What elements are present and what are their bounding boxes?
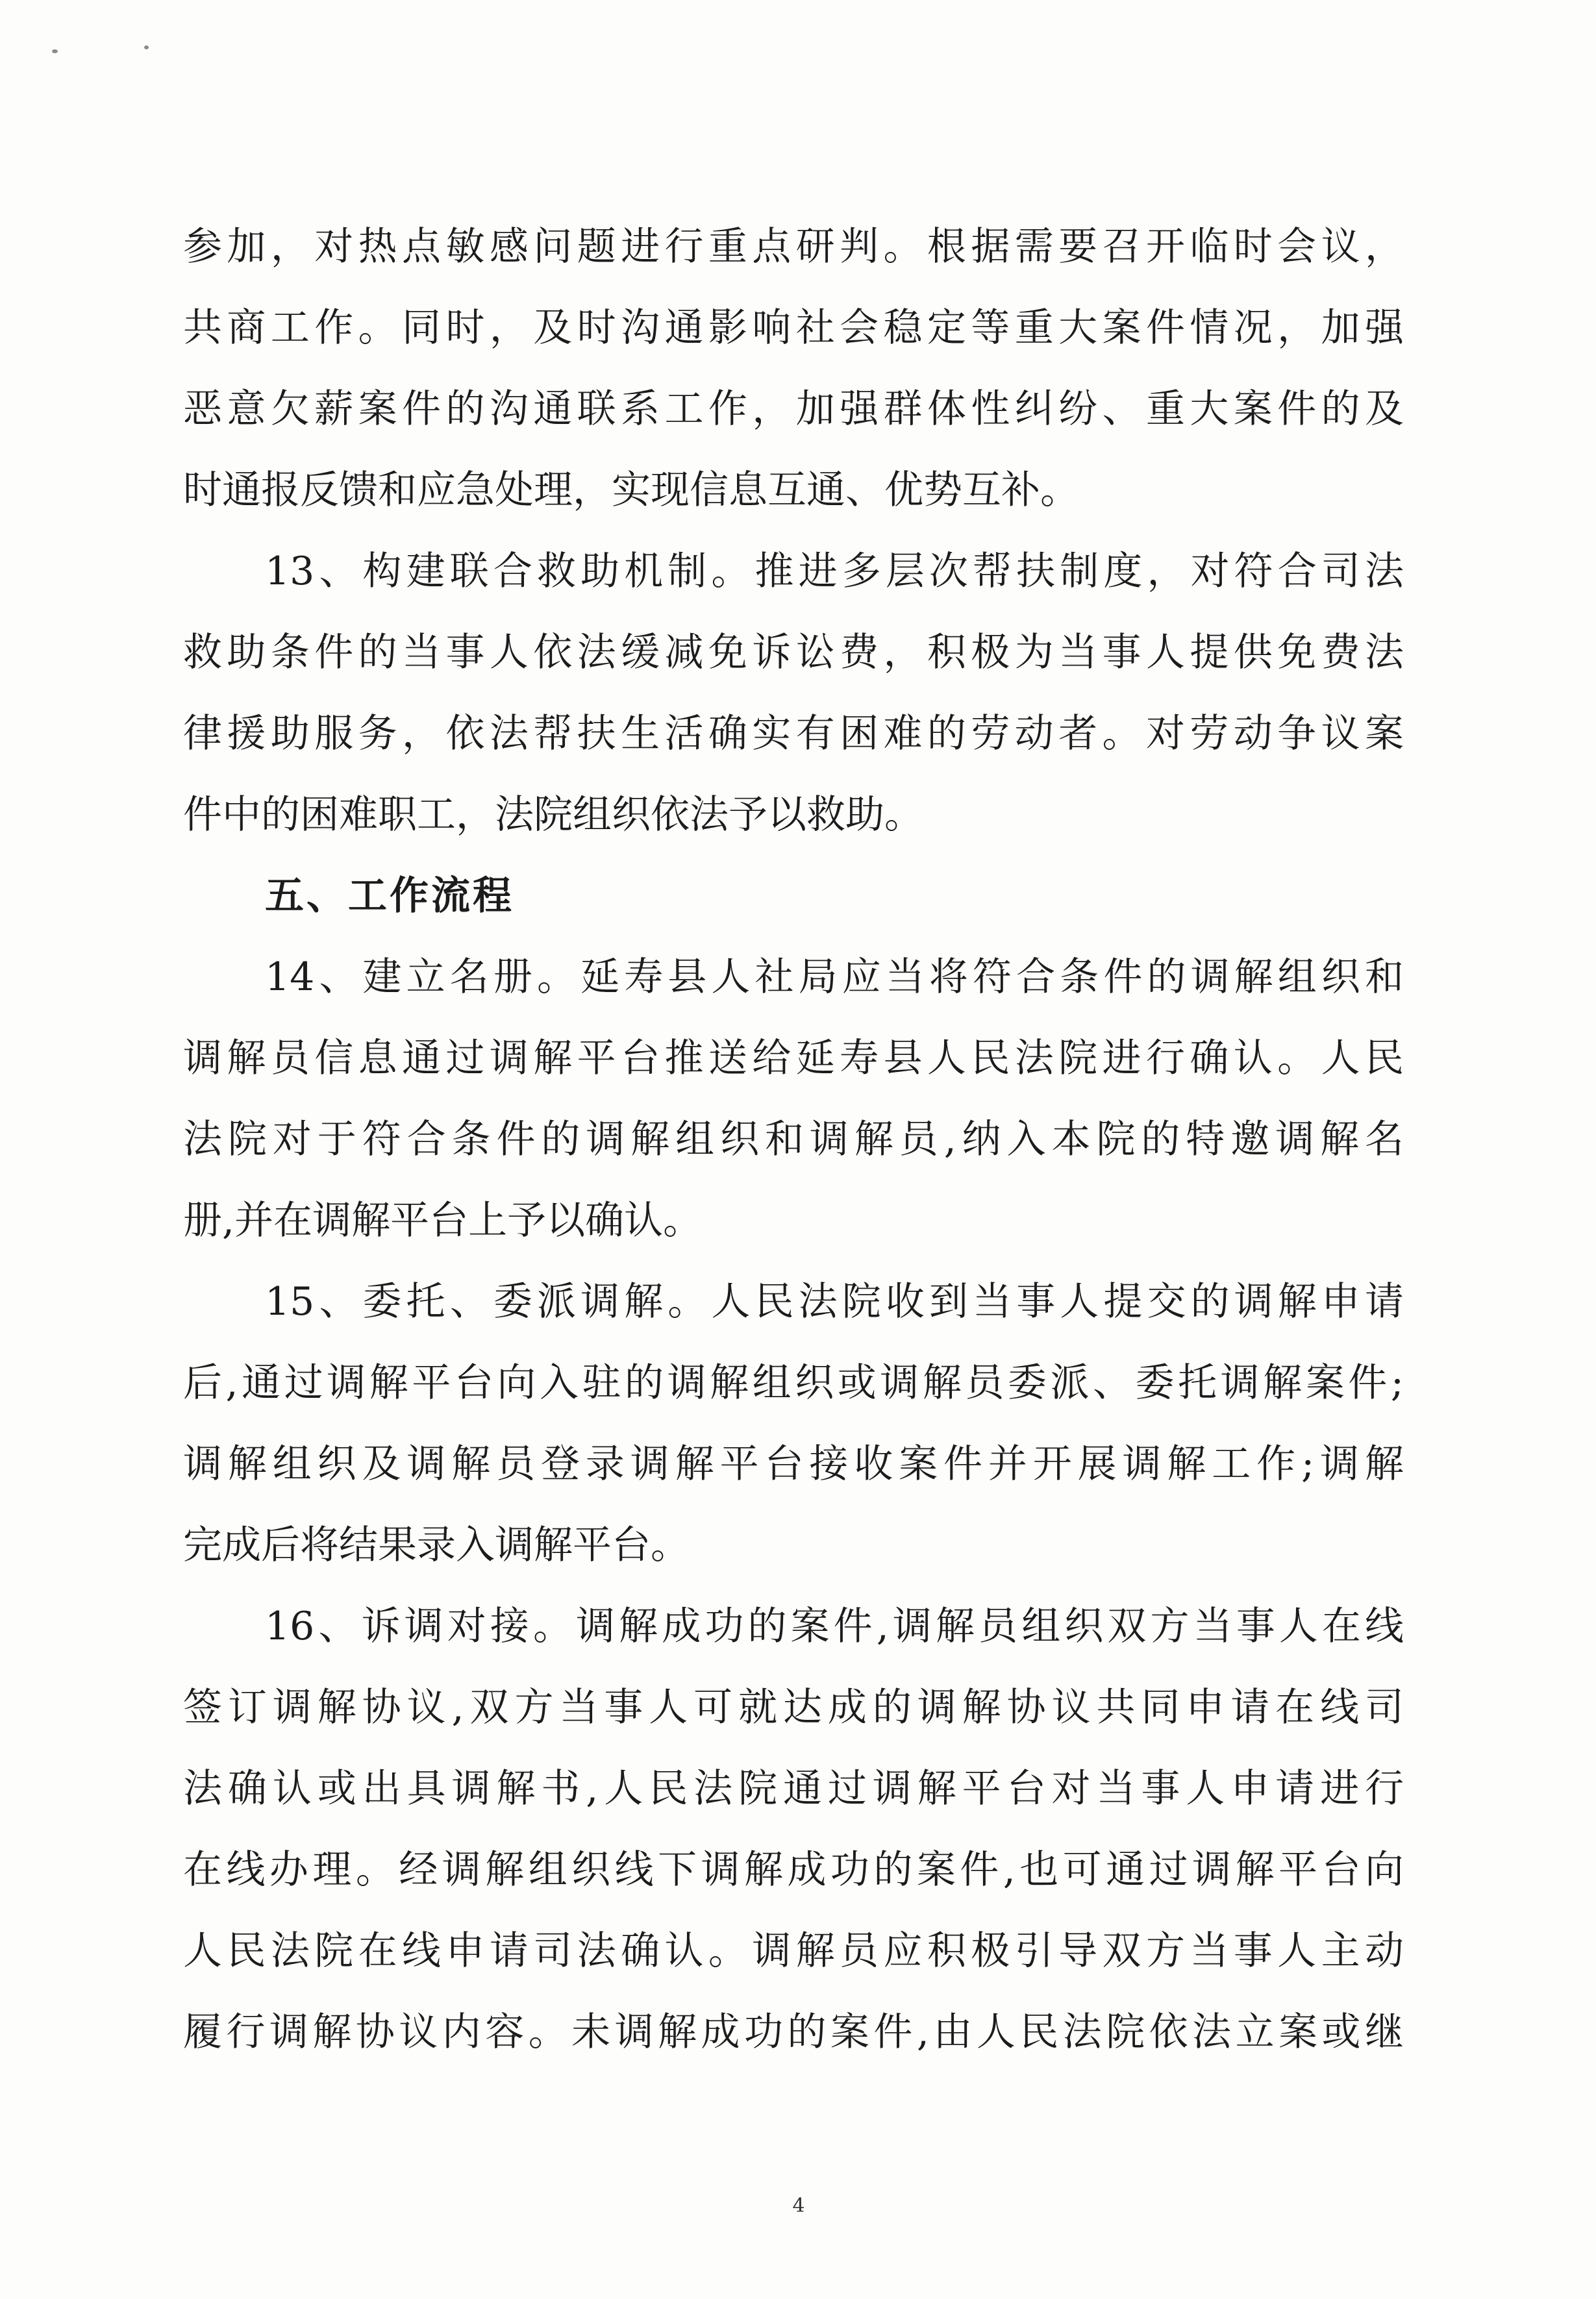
body-line: 参加，对热点敏感问题进行重点研判。根据需要召开临时会议， — [183, 224, 1404, 269]
body-line: 调解组织及调解员登录调解平台接收案件并开展调解工作;调解 — [183, 1441, 1404, 1487]
body-line: 共商工作。同时，及时沟通影响社会稳定等重大案件情况，加强 — [183, 305, 1404, 351]
body-line: 律援助服务，依法帮扶生活确实有困难的劳动者。对劳动争议案 — [183, 711, 1404, 756]
section-heading: 五、工作流程 — [265, 873, 514, 919]
body-line: 册,并在调解平台上予以确认。 — [183, 1198, 703, 1243]
page-number: 4 — [792, 2194, 805, 2217]
body-line: 人民法院在线申请司法确认。调解员应积极引导双方当事人主动 — [183, 1928, 1404, 1974]
paragraph-16-line: 16、诉调对接。调解成功的案件,调解员组织双方当事人在线 — [265, 1604, 1404, 1649]
body-line: 件中的困难职工，法院组织依法予以救助。 — [183, 792, 923, 838]
body-line: 法院对于符合条件的调解组织和调解员,纳入本院的特邀调解名 — [183, 1117, 1404, 1162]
paragraph-13-line: 13、构建联合救助机制。推进多层次帮扶制度，对符合司法 — [265, 549, 1404, 594]
body-line: 调解员信息通过调解平台推送给延寿县人民法院进行确认。人民 — [183, 1036, 1404, 1081]
body-line: 时通报反馈和应急处理，实现信息互通、优势互补。 — [183, 467, 1079, 513]
body-line: 法确认或出具调解书,人民法院通过调解平台对当事人申请进行 — [183, 1766, 1404, 1811]
paragraph-14-line: 14、建立名册。延寿县人社局应当将符合条件的调解组织和 — [265, 954, 1404, 1000]
body-line: 恶意欠薪案件的沟通联系工作，加强群体性纠纷、重大案件的及 — [183, 386, 1404, 432]
body-line: 在线办理。经调解组织线下调解成功的案件,也可通过调解平台向 — [183, 1847, 1404, 1893]
body-line: 完成后将结果录入调解平台。 — [183, 1522, 690, 1568]
body-line: 后,通过调解平台向入驻的调解组织或调解员委派、委托调解案件; — [183, 1360, 1404, 1406]
body-line: 签订调解协议,双方当事人可就达成的调解协议共同申请在线司 — [183, 1685, 1404, 1730]
scan-speck — [52, 49, 58, 53]
paragraph-15-line: 15、委托、委派调解。人民法院收到当事人提交的调解申请 — [265, 1279, 1404, 1324]
body-line: 救助条件的当事人依法缓减免诉讼费，积极为当事人提供免费法 — [183, 630, 1404, 675]
scan-speck — [144, 45, 149, 49]
body-line: 履行调解协议内容。未调解成功的案件,由人民法院依法立案或继 — [183, 2009, 1404, 2055]
